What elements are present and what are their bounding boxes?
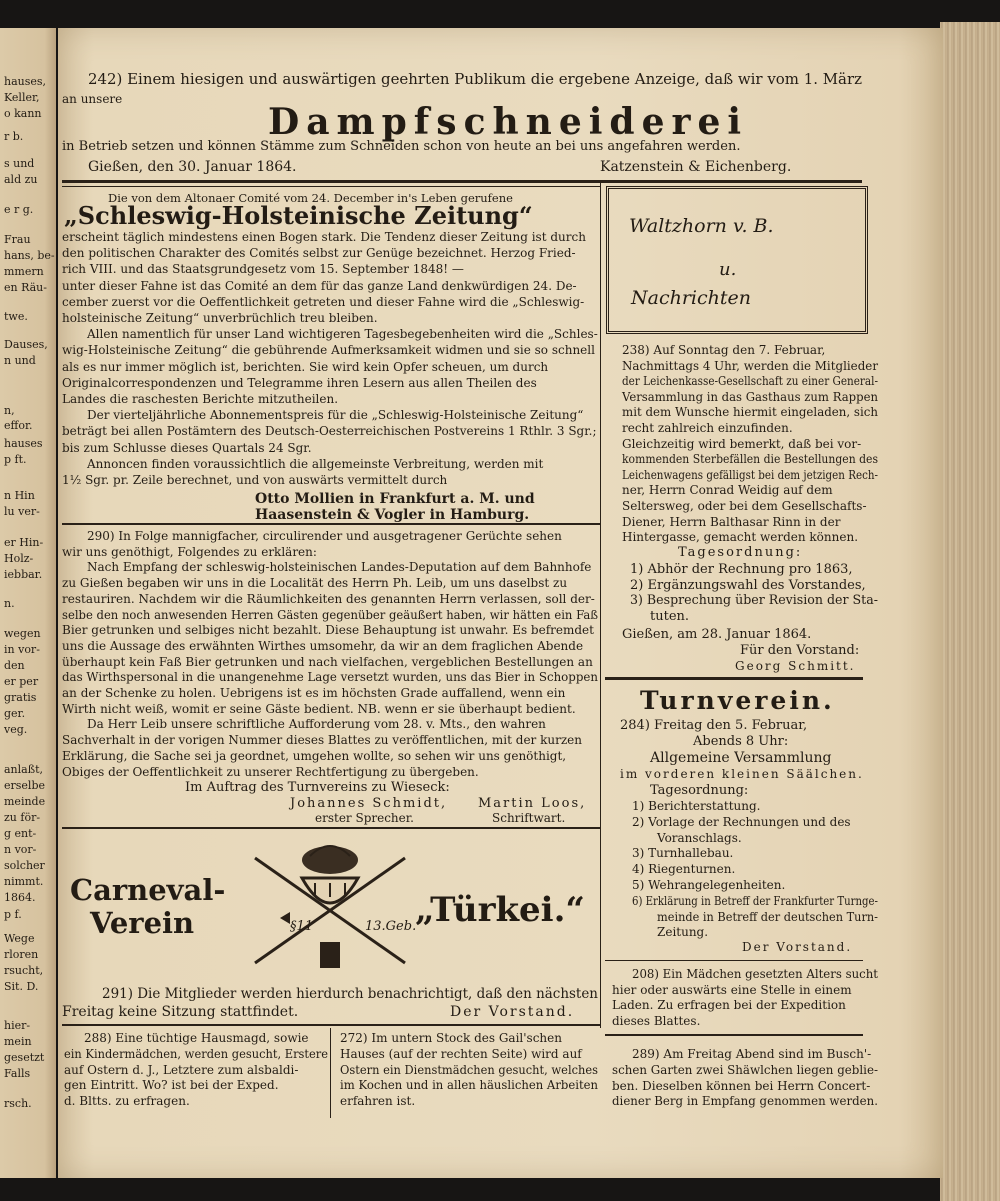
ad-238-place: Gießen, am 28. Januar 1864. [622, 627, 812, 642]
turnverein-heading: Allgemeine Versammlung [650, 750, 832, 766]
turnverein-location: im vorderen kleinen Säälchen. [620, 767, 864, 781]
zeitung-body-line: Der vierteljährliche Abonnementspreis für die „Schleswig-Holsteinische Zeitung“ [87, 408, 584, 423]
ad-242-line1: 242) Einem hiesigen und auswärtigen geehrten Publikum die ergebene Anzeige, daß wir vom 1. März [88, 70, 862, 88]
ad-242-line1b: an unsere [62, 92, 123, 106]
book-page-edges [940, 22, 1000, 1201]
left-page-text-fragment: Falls [4, 1067, 31, 1080]
left-page-text-fragment: rsucht, [4, 964, 44, 977]
ad-290-line: restauriren. Nachdem wir die Räumlichkeiten des genannten Herrn verlassen, soll der- [62, 591, 595, 606]
ad-290-line: Erklärung, die Sache sei ja geordnet, umgehen wollte, so sehen wir uns genöthigt, [62, 748, 567, 763]
turnverein-line-1: 284) Freitag den 5. Februar, [620, 718, 808, 733]
left-page-text-fragment: r b. [4, 130, 24, 143]
carneval-line-2: Freitag keine Sitzung stattfindet. [62, 1004, 299, 1020]
ad-238-line: 238) Auf Sonntag den 7. Februar, [622, 343, 826, 357]
left-page-text-fragment: o kann [4, 107, 42, 120]
left-page-text-fragment: effor. [4, 419, 33, 432]
ad-238-signature: Georg Schmitt. [735, 659, 856, 673]
left-page-text-fragment: e r g. [4, 203, 34, 216]
turnverein-agenda-line: 3) Turnhallebau. [632, 846, 734, 861]
ad-272-line: Ostern ein Dienstmädchen gesucht, welches [340, 1062, 598, 1077]
ad-290-line: an der Schenke zu holen. Uebrigens ist es im höchsten Grade auffallend, wenn ein [62, 686, 566, 700]
left-page-text-fragment: hauses [4, 437, 43, 450]
ad-208-line: dieses Blattes. [612, 1013, 701, 1028]
left-page-text-fragment: mmern [4, 265, 44, 278]
ad-288-line: ein Kindermädchen, werden gesucht, Erstere [64, 1046, 328, 1061]
ad-290-line: überhaupt kein Faß Bier getrunken und nach vielfachen, vergeblichen Bestellungen an [62, 654, 593, 669]
carneval-title-1: Carneval- [70, 873, 226, 907]
zeitung-body-line: Originalcorrespondenzen und Telegramme ihren Lesern aus allen Theilen des [62, 375, 537, 390]
ad-290-sig2-name: Martin Loos, [478, 796, 587, 811]
ad-290-line: wir uns genöthigt, Folgendes zu erklären: [62, 544, 317, 559]
zeitung-body-line: erscheint täglich mindestens einen Bogen stark. Die Tendenz dieser Zeitung ist durch [62, 230, 586, 244]
left-page-text-fragment: en Räu- [4, 281, 47, 294]
ad-290-line: Da Herr Leib unsere schriftliche Aufforderung vom 28. v. Mts., den wahren [87, 717, 546, 732]
carneval-line-1: 291) Die Mitglieder werden hierdurch benachrichtigt, daß den nächsten [102, 986, 598, 1002]
left-page-text-fragment: Holz- [4, 552, 34, 565]
left-page-text-fragment: wegen [4, 627, 41, 640]
ad-238-agenda-line: 1) Abhör der Rechnung pro 1863, [630, 562, 853, 577]
zeitung-agent-1: Otto Mollien in Frankfurt a. M. und [255, 491, 535, 507]
ad-290-line: Wirth nicht weiß, womit er seine Gäste bedient. NB. wenn er sie überhaupt bedient. [62, 701, 576, 716]
ad-290-sig2-role: Schriftwart. [492, 811, 566, 825]
ad-238-line: Leichenwagens gefälligst bei dem jetzigen Rech- [622, 467, 878, 482]
frame-top [62, 186, 600, 187]
left-page-text-fragment: mein [4, 1035, 32, 1048]
left-page-text-fragment: Sit. D. [4, 980, 39, 993]
ad-272-line: Hauses (auf der rechten Seite) wird auf [340, 1046, 582, 1061]
zeitung-agent-2: Haasenstein & Vogler in Hamburg. [255, 507, 530, 523]
turnverein-agenda-line: 6) Erklärung in Betreff der Frankfurter Turnge- [632, 893, 878, 908]
carneval-right-title: „Türkei.“ [415, 890, 585, 930]
ad-288-line: d. Bltts. zu erfragen. [64, 1094, 190, 1109]
handwritten-note-box [606, 186, 868, 334]
ad-242-signature: Katzenstein & Eichenberg. [600, 159, 792, 175]
ad-238-agenda-title: Tagesordnung: [678, 545, 803, 560]
carneval-emblem-icon [240, 838, 420, 978]
left-page-text-fragment: n Hin [4, 489, 35, 502]
ad-290-line: selbe den noch anwesenden Herren Gästen gegenüber geäußert haben, wir hätten ein Faß [62, 607, 598, 622]
left-page-text-fragment: meinde [4, 795, 46, 808]
ad-208-line: 208) Ein Mädchen gesetzten Alters sucht [632, 967, 878, 981]
left-page-text-fragment: erselbe [4, 779, 45, 792]
left-page-text-fragment: ald zu [4, 173, 38, 186]
left-page-text-fragment: den [4, 659, 25, 672]
turnverein-agenda-line: meinde in Betreff der deutschen Turn- [657, 909, 878, 924]
zeitung-body-line: rich VIII. und das Staatsgrundgesetz vom 15. September 1848! — [62, 262, 464, 277]
ad-238-line: der Leichenkasse-Gesellschaft zu einer General- [622, 374, 878, 389]
ad-208-line: hier oder auswärts eine Stelle in einem [612, 982, 852, 997]
turnverein-agenda-line: Zeitung. [657, 925, 709, 940]
ad-289-line: ben. Dieselben können bei Herrn Concert- [612, 1078, 871, 1093]
left-page-text-fragment: rsch. [4, 1097, 32, 1110]
left-page-text-fragment: rloren [4, 948, 39, 961]
zeitung-body-line: wig-Holsteinische Zeitung“ die gebührende Aufmerksamkeit widmen und sie so schnell [62, 343, 595, 358]
left-page-text-fragment: veg. [4, 723, 28, 736]
ad-290-sig1-role: erster Sprecher. [315, 811, 414, 825]
zeitung-body-line: beträgt bei allen Postämtern des Deutsch-Oesterreichischen Postvereins 1 Rthlr. 3 Sgr.; [62, 424, 597, 439]
carneval-emblem-left-text: §11 [290, 919, 314, 934]
ad-238-line: Hintergasse, gemacht werden können. [622, 530, 859, 545]
divider [605, 1034, 863, 1036]
frame-bottom [62, 523, 600, 525]
left-page-text-fragment: n, [4, 404, 15, 417]
carneval-emblem-right-text: 13.Geb. [365, 919, 417, 934]
ad-272-line: 272) Im untern Stock des Gail'schen [340, 1031, 562, 1045]
turnverein-agenda-line: Voranschlags. [657, 830, 742, 845]
ad-238-line: recht zahlreich einzufinden. [622, 421, 793, 435]
ad-238-agenda-line: 3) Besprechung über Revision der Sta- [630, 593, 878, 608]
ad-238-line: mit dem Wunsche hiermit eingeladen, sich [622, 405, 878, 420]
zeitung-title: „Schleswig-Holsteinische Zeitung“ [64, 201, 533, 230]
zeitung-body-line: Annoncen finden voraussichtlich die allgemeinste Verbreitung, werden mit [87, 456, 544, 471]
left-page-text-fragment: Keller, [4, 91, 40, 104]
left-page-text-fragment: iebbar. [4, 568, 43, 581]
left-page-fragment [0, 28, 56, 1178]
ad-288-line: gen Eintritt. Wo? ist bei der Exped. [64, 1078, 279, 1093]
turnverein-title: Turnverein. [640, 686, 835, 715]
ad-290-commission: Im Auftrag des Turnvereins zu Wieseck: [185, 780, 450, 795]
left-page-text-fragment: solcher [4, 859, 45, 872]
ad-290-sig1-name: Johannes Schmidt, [290, 796, 448, 811]
ad-238-line: Gleichzeitig wird bemerkt, daß bei vor- [622, 436, 862, 451]
ad-238-line: Versammlung in das Gasthaus zum Rappen [622, 389, 878, 404]
left-page-text-fragment: ger. [4, 707, 26, 720]
zeitung-body-line: unter dieser Fahne ist das Comité an dem für das ganze Land denkwürdigen 24. De- [62, 278, 577, 293]
ad-238-line: Nachmittags 4 Uhr, werden die Mitglieder [622, 358, 878, 373]
left-page-text-fragment: gratis [4, 691, 37, 704]
left-page-text-fragment: twe. [4, 310, 28, 323]
left-page-text-fragment: lu ver- [4, 505, 40, 518]
ad-272-line: erfahren ist. [340, 1094, 416, 1109]
zeitung-body-line: 1½ Sgr. pr. Zeile berechnet, und von auswärts vermittelt durch [62, 473, 448, 487]
left-page-text-fragment: Frau [4, 233, 31, 246]
left-page-text-fragment: n vor- [4, 843, 37, 856]
ad-238-agenda-line: 2) Ergänzungswahl des Vorstandes, [630, 577, 866, 593]
turnverein-agenda-line: 5) Wehrangelegenheiten. [632, 878, 786, 892]
divider [62, 827, 600, 829]
divider [605, 960, 863, 961]
carneval-title-2: Verein [90, 906, 195, 940]
handwritten-line-3: Nachrichten [631, 287, 751, 309]
divider [605, 677, 863, 680]
zeitung-body-line: den politischen Charakter des Comités selbst zur Genüge bezeichnet. Herzog Fried- [62, 246, 576, 261]
left-page-text-fragment: er per [4, 675, 39, 688]
left-page-text-fragment: gesetzt [4, 1051, 45, 1064]
ad-289-line: schen Garten zwei Shäwlchen liegen geblie- [612, 1062, 878, 1077]
left-page-text-fragment: n und [4, 354, 36, 367]
zeitung-intro: Die von dem Altonaer Comité vom 24. December in's Leben gerufene [108, 191, 513, 205]
ad-290-line: Nach Empfang der schleswig-holsteinischen Landes-Deputation auf dem Bahnhofe [87, 560, 592, 575]
left-page-text-fragment: 1864. [4, 891, 36, 904]
ad-208-line: Laden. Zu erfragen bei der Expedition [612, 998, 846, 1012]
zeitung-body-line: Landes die raschesten Berichte mitzutheilen. [62, 392, 339, 406]
ad-242-title: Dampfschneiderei [268, 101, 749, 143]
ad-290-line: uns die Aussage des erwähnten Wirthes umsomehr, da wir an dem fraglichen Abende [62, 638, 584, 653]
turnverein-agenda-title: Tagesordnung: [650, 783, 749, 798]
turnverein-agenda-line: 2) Vorlage der Rechnungen und des [632, 814, 851, 829]
left-page-text-fragment: hier- [4, 1019, 31, 1032]
turnverein-agenda-line: 1) Berichterstattung. [632, 799, 761, 813]
ad-238-line: ner, Herrn Conrad Weidig auf dem [622, 483, 833, 498]
zeitung-body-line: als es nur immer möglich ist, berichten. Sie wird kein Opfer scheuen, um durch [62, 359, 549, 374]
turnverein-agenda-line: 4) Riegenturnen. [632, 862, 736, 877]
ad-238-line: Seltersweg, oder bei dem Gesellschafts- [622, 499, 867, 513]
left-page-text-fragment: zu för- [4, 811, 41, 824]
left-page-text-fragment: s und [4, 157, 35, 170]
zeitung-body-line: Allen namentlich für unser Land wichtigeren Tagesbegebenheiten wird die „Schles- [87, 327, 598, 342]
left-page-text-fragment: n. [4, 597, 15, 610]
handwritten-line-2: u. [719, 259, 737, 280]
turnverein-signature: Der Vorstand. [742, 940, 853, 954]
ad-290-line: das Wirthspersonal in die unangenehme Lage versetzt wurden, uns das Bier in Schoppen [62, 670, 598, 685]
left-page-text-fragment: Dauses, [4, 338, 48, 351]
ad-238-for: Für den Vorstand: [740, 643, 860, 658]
ad-238-agenda-line: tuten. [650, 608, 690, 624]
column-divider [600, 183, 601, 1028]
column-divider-small [330, 1028, 331, 1118]
left-page-text-fragment: p ft. [4, 453, 27, 466]
left-page-text-fragment: anlaßt, [4, 763, 43, 776]
handwritten-line-1: Waltzhorn v. B. [629, 215, 774, 237]
divider [62, 1024, 600, 1026]
ad-242-place: Gießen, den 30. Januar 1864. [88, 159, 297, 175]
ad-242-line2: in Betrieb setzen und können Stämme zum Schneiden schon von heute an bei uns angefahren werden. [62, 139, 741, 154]
zeitung-body-line: cember zuerst vor die Oeffentlichkeit getreten und dieser Fahne wird die „Schleswig- [62, 294, 585, 309]
left-page-text-fragment: g ent- [4, 827, 37, 840]
left-page-text-fragment: Wege [4, 932, 35, 945]
ad-272-line: im Kochen und in allen häuslichen Arbeiten [340, 1078, 598, 1093]
zeitung-body-line: bis zum Schlusse dieses Quartals 24 Sgr. [62, 440, 312, 455]
ad-290-line: 290) In Folge mannigfacher, circulirender und ausgetragener Gerüchte sehen [87, 529, 562, 543]
ad-289-line: 289) Am Freitag Abend sind im Busch'- [632, 1047, 872, 1061]
ad-238-line: kommenden Sterbefällen die Bestellungen des [622, 452, 878, 467]
carneval-signature: Der Vorstand. [450, 1004, 575, 1020]
left-page-text-fragment: hauses, [4, 75, 47, 88]
ad-290-line: Sachverhalt in der vorigen Nummer dieses Blattes zu veröffentlichen, mit der kurzen [62, 733, 582, 748]
left-page-text-fragment: er Hin- [4, 536, 44, 549]
ad-290-line: zu Gießen begaben wir uns in die Localität des Herrn Ph. Leib, um uns daselbst zu [62, 576, 568, 591]
left-page-text-fragment: nimmt. [4, 875, 44, 888]
zeitung-body-line: holsteinische Zeitung“ unverbrüchlich treu bleiben. [62, 311, 378, 325]
divider [62, 180, 862, 183]
ad-289-line: diener Berg in Empfang genommen werden. [612, 1094, 878, 1109]
ad-238-line: Diener, Herrn Balthasar Rinn in der [622, 514, 841, 529]
ad-290-line: Obiges der Oeffentlichkeit zu unserer Rechtfertigung zu übergeben. [62, 764, 479, 779]
ad-288-line: auf Ostern d. J., Letztere zum alsbaldi- [64, 1062, 299, 1077]
turnverein-line-2: Abends 8 Uhr: [693, 734, 789, 749]
left-page-text-fragment: p f. [4, 908, 22, 921]
ad-288-line: 288) Eine tüchtige Hausmagd, sowie [84, 1031, 309, 1045]
left-page-text-fragment: hans, be- [4, 249, 55, 262]
left-page-text-fragment: in vor- [4, 643, 40, 656]
ad-290-line: Bier getrunken und selbiges nicht bezahlt. Diese Behauptung ist unwahr. Es befremdet [62, 623, 594, 638]
